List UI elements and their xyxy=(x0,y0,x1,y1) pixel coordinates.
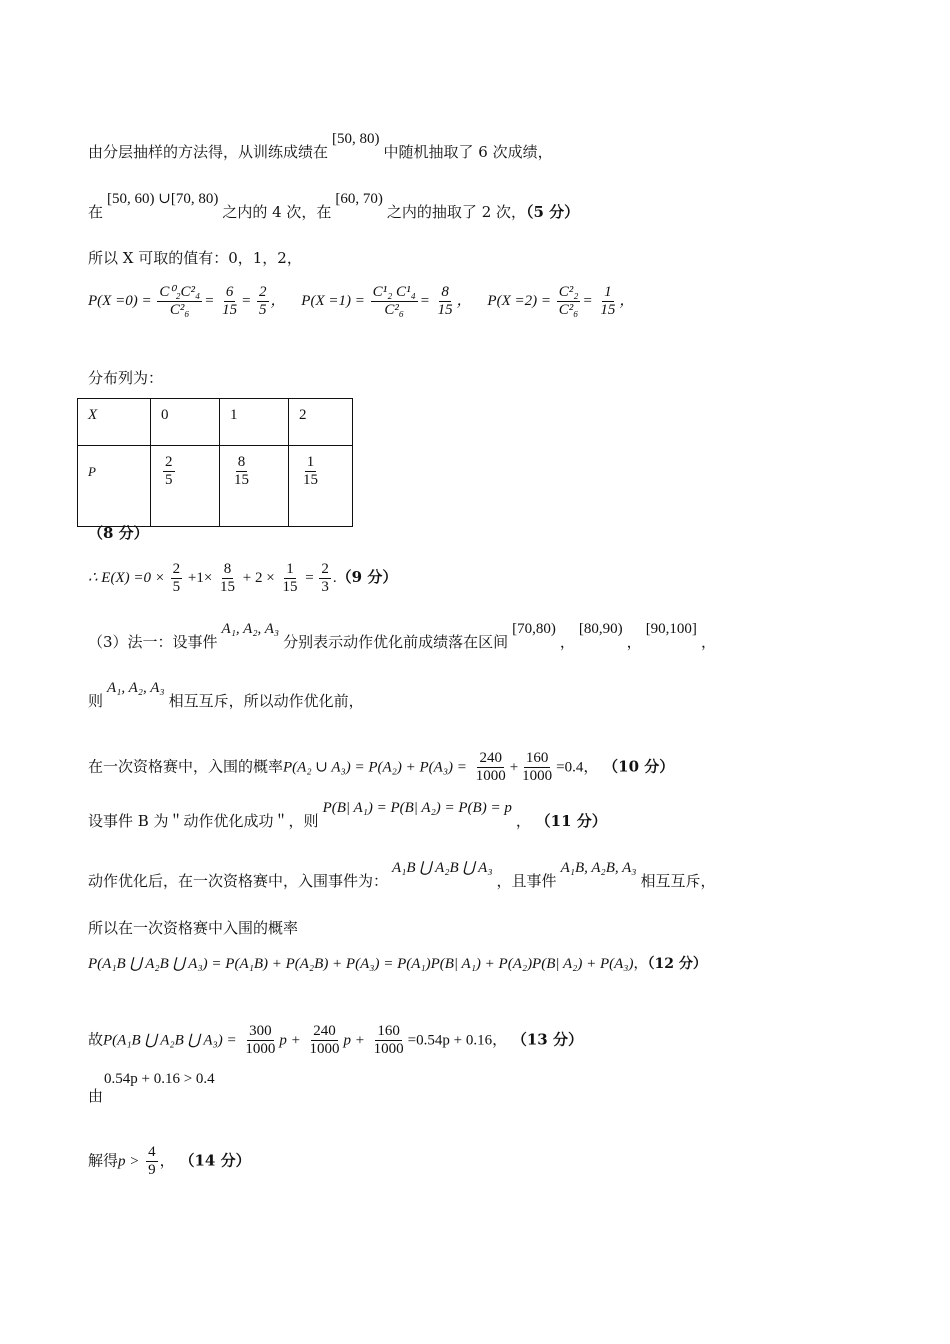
formula: A₁B ⋃ A₂B ⋃ A₃ xyxy=(392,860,493,876)
interval: [80,90) xyxy=(578,621,623,637)
prob-cell xyxy=(220,446,289,527)
fraction xyxy=(220,284,239,319)
numerator: 1 xyxy=(306,454,315,470)
comma: ， xyxy=(270,292,286,309)
interval: [90,100] xyxy=(645,621,697,637)
op: p + xyxy=(343,1032,365,1049)
numerator: 1 xyxy=(286,561,294,577)
fraction xyxy=(171,561,183,596)
ineq-pre: 由 xyxy=(88,1087,104,1105)
denominator: 15 xyxy=(437,302,453,318)
header-cell: 1 xyxy=(220,399,289,446)
lhs: P(X =0) = xyxy=(88,292,152,309)
numerator: 8 xyxy=(237,454,246,470)
denominator: 15 xyxy=(220,579,236,595)
prob-formulas xyxy=(88,284,634,319)
fraction xyxy=(163,454,175,489)
numerator: 4 xyxy=(148,1144,156,1160)
text: 则 xyxy=(88,692,104,710)
lhs: p > xyxy=(118,1153,140,1170)
denominator: 15 xyxy=(303,472,318,488)
score: （5 分） xyxy=(526,203,580,221)
fraction xyxy=(301,454,320,489)
table-row xyxy=(78,446,353,527)
denominator: 15 xyxy=(222,302,238,318)
fraction xyxy=(436,284,455,319)
prob-cell xyxy=(151,446,220,527)
score: （9 分） xyxy=(336,567,398,586)
text: 相互互斥， xyxy=(640,872,716,890)
score: （11 分） xyxy=(535,812,607,830)
numerator: C²₂ xyxy=(558,284,579,300)
fraction xyxy=(218,561,237,596)
text: 设事件 B 为＂动作优化成功＂，则 xyxy=(88,812,319,830)
text: 分别表示动作优化前成绩落在区间 xyxy=(283,633,509,651)
comma: ， xyxy=(515,812,531,830)
denominator: 15 xyxy=(234,472,249,488)
thus-line xyxy=(88,1023,583,1058)
text: 在 xyxy=(88,203,104,221)
events: A₁, A₂, A₃ xyxy=(107,680,165,696)
text: 由分层抽样的方法得，从训练成绩在 xyxy=(88,143,329,161)
numerator: 2 xyxy=(172,561,181,577)
so-line: 所以在一次资格赛中入围的概率 xyxy=(88,919,299,937)
result: =0.4， xyxy=(556,759,599,776)
eventB-line xyxy=(88,800,607,832)
fraction xyxy=(157,284,202,319)
score: （13 分） xyxy=(511,1030,583,1049)
text: 故 xyxy=(88,1030,104,1049)
text: 动作优化后，在一次资格赛中，入围事件为： xyxy=(88,872,389,890)
line-values: 所以 X 可取的值有：0，1，2， xyxy=(88,249,302,267)
table-row xyxy=(78,399,353,446)
header-cell: 2 xyxy=(289,399,353,446)
fraction xyxy=(243,1023,277,1058)
denominator: 3 xyxy=(321,579,329,595)
fraction xyxy=(557,284,581,319)
score: （14 分） xyxy=(179,1151,251,1170)
text: 解得 xyxy=(88,1151,119,1170)
interval-50-80: [50, 80) xyxy=(332,131,380,147)
fraction xyxy=(232,454,251,489)
line-sampling xyxy=(88,131,553,163)
part3-line xyxy=(88,621,716,653)
interval: [70,80) xyxy=(512,621,556,637)
score: （12 分） xyxy=(647,956,707,972)
fraction xyxy=(371,284,418,319)
score: （10 分） xyxy=(603,757,675,776)
formula: P(B| A₁) = P(B| A₂) = P(B) = p xyxy=(322,800,512,816)
fraction xyxy=(146,1144,158,1179)
comma: ， xyxy=(159,1151,175,1170)
numerator: 8 xyxy=(223,561,232,577)
events: A₁, A₂, A₃ xyxy=(221,621,280,637)
denominator: 9 xyxy=(148,1162,156,1178)
text: 在一次资格赛中，入围的概率 xyxy=(88,757,284,776)
formula: P(A₂ ∪ A₃) = P(A₂) + P(A₃) = xyxy=(283,759,467,776)
denominator: 1000 xyxy=(245,1041,276,1057)
comma: ， xyxy=(700,633,716,651)
fraction xyxy=(474,750,508,785)
fraction xyxy=(257,284,269,319)
row-label-p: P xyxy=(78,446,151,527)
solve-line xyxy=(88,1144,251,1179)
formula: P(A₁B ⋃ A₂B ⋃ A₃) = P(A₁B) + P(A₂B) + P(A₃) = P(A₁)P(B| A₁) + P(A₂)P(B| A₂) + P(A₃) xyxy=(88,956,634,972)
op: p + xyxy=(279,1032,301,1049)
fraction xyxy=(280,561,299,596)
prob-2: P(X =2) = $\frac{\text{C²₂}}{\text{C²₆}}$ = $\frac{1}{15}$ ， xyxy=(487,284,635,318)
line-counts xyxy=(88,191,580,223)
numerator: 240 xyxy=(313,1023,336,1039)
fraction xyxy=(598,284,617,319)
text: ，且事件 xyxy=(496,872,557,890)
denominator: 5 xyxy=(165,472,173,488)
denominator: 1000 xyxy=(373,1041,404,1057)
op: +1× xyxy=(187,569,213,586)
denominator: C²₆ xyxy=(384,302,405,318)
numerator: 160 xyxy=(377,1023,400,1039)
numerator: C⁰₂C²₄ xyxy=(159,284,201,300)
expectation-line xyxy=(88,561,397,596)
fraction xyxy=(319,561,331,596)
dist-label: 分布列为： xyxy=(88,369,164,387)
numerator: 240 xyxy=(479,750,502,766)
denominator: 1000 xyxy=(522,768,553,784)
denominator: 1000 xyxy=(309,1041,340,1057)
op: + xyxy=(509,759,519,776)
lhs: P(A₁B ⋃ A₂B ⋃ A₃) = xyxy=(103,1032,237,1049)
result: =0.54p + 0.16， xyxy=(407,1032,508,1049)
numerator: 2 xyxy=(321,561,329,577)
interval-60-70: [60, 70) xyxy=(335,191,383,207)
denominator: C²₆ xyxy=(558,302,579,318)
events: A₁B, A₂B, A₃ xyxy=(560,860,637,876)
lhs: P(X =2) = xyxy=(487,292,551,309)
comma: ， xyxy=(619,292,635,309)
numerator: 2 xyxy=(259,284,267,300)
numerator: 2 xyxy=(165,454,173,470)
comma: ， xyxy=(559,633,575,651)
fraction xyxy=(372,1023,406,1058)
score-8: （8 分） xyxy=(88,524,149,542)
after-line xyxy=(88,860,716,892)
prob-cell xyxy=(289,446,353,527)
numerator: 6 xyxy=(225,284,234,300)
lhs: P(X =1) = xyxy=(301,292,365,309)
header-cell: 0 xyxy=(151,399,220,446)
big-formula-line xyxy=(88,954,707,974)
op: = xyxy=(305,569,314,586)
fraction xyxy=(520,750,554,785)
denominator: 15 xyxy=(600,302,616,318)
lhs: ∴ E(X) =0 × xyxy=(88,569,165,586)
numerator: 8 xyxy=(441,284,449,300)
ineq-formula xyxy=(104,1068,215,1089)
prob-1: P(X =1) = $\frac{\text{C¹₂ C¹₄}}{\text{C²₆}}$ = $\frac{8}{15}$ ， xyxy=(301,284,472,318)
text: 之内的 4 次，在 xyxy=(222,203,332,221)
prob-0: P(X =0) = $\frac{\text{C⁰₂C²₄}}{\text{C²₆}}$ = $\frac{6}{15}$ = $\frac{2}{5}$ ， xyxy=(88,284,286,318)
header-x: X xyxy=(78,399,151,446)
text: 相互互斥，所以动作优化前， xyxy=(168,692,364,710)
formula: 0.54p + 0.16 > 0.4 xyxy=(104,1071,215,1087)
distribution-table xyxy=(77,398,353,527)
union-interval: [50, 60) ∪[70, 80) xyxy=(107,191,219,207)
period: . xyxy=(332,569,337,586)
denominator: C²₆ xyxy=(169,302,190,318)
text: 之内的抽取了 2 次， xyxy=(386,203,527,221)
comma: ， xyxy=(633,956,648,972)
denominator: 5 xyxy=(172,579,181,595)
denominator: 5 xyxy=(259,302,267,318)
numerator: 1 xyxy=(604,284,612,300)
numerator: 300 xyxy=(249,1023,272,1039)
mutual-line xyxy=(88,680,364,712)
denominator: 1000 xyxy=(475,768,506,784)
qual-line xyxy=(88,750,674,785)
denominator: 15 xyxy=(282,579,298,595)
text: （3）法一：设事件 xyxy=(88,633,218,651)
numerator: C¹₂ C¹₄ xyxy=(372,284,416,300)
numerator: 160 xyxy=(525,750,549,766)
comma: ， xyxy=(456,292,472,309)
fraction xyxy=(308,1023,342,1058)
comma: ， xyxy=(626,633,642,651)
text: 中随机抽取了 6 次成绩， xyxy=(383,143,553,161)
op: + 2 × xyxy=(242,569,275,586)
